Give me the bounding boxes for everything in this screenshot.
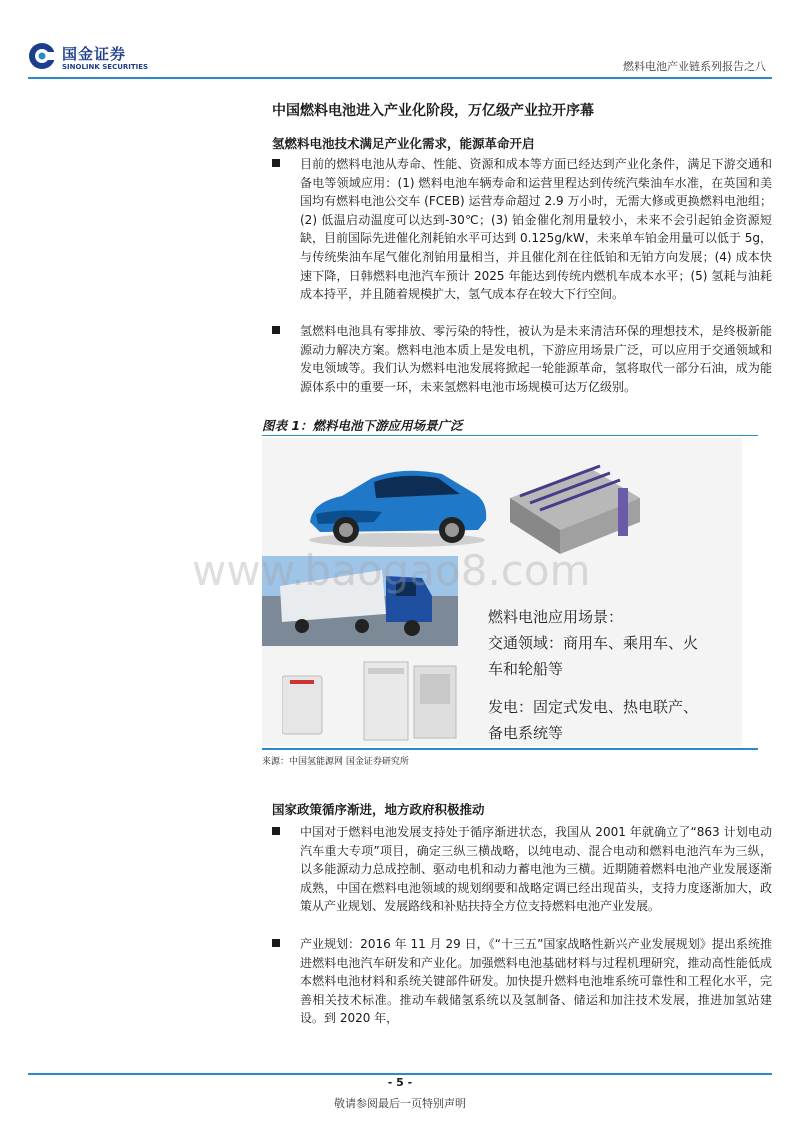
figure-title-bar [262,414,758,436]
sinolink-logo-icon [28,42,56,70]
figure-image [192,438,742,746]
header-divider [28,77,772,79]
bullet-icon [272,326,280,334]
page-number: - 5 - [387,1076,413,1089]
company-name-cn: 国金证券 [62,45,127,63]
figure-source: 来源：中国氢能源网 国金证券研究所 [262,757,409,767]
page-header [0,0,800,80]
figure-caption-line: 交通领域：商用车、乘用车、火 [488,634,699,652]
fuel-cell-stack-image [500,458,650,558]
report-series-title: 燃料电池产业链系列报告之八 [623,60,766,73]
figure-title-rule [262,435,758,437]
figure-caption-line: 车和轮船等 [488,660,564,678]
watermark: www.baogao8.com [192,546,591,595]
section-title: 中国燃料电池进入产业化阶段，万亿级产业拉开序幕 [272,103,594,119]
paragraph-text: 目前的燃料电池从寿命、性能、资源和成本等方面已经达到产业化条件，满足下游交通和备电等领域应用：(1) 燃料电池车辆寿命和运营里程达到传统汽柴油车水准，在英国和美国均有燃料电池公交车 (FCEB) 运营寿命超过 2.9 万小时，无需大修或更换燃料电池组；(2) 低温启动温度可以达到-30℃；(3) 铂金催化剂用量较小，未来不会引起铂金资源短缺，目前国际先进催化剂耗铂水平可达到 0.125g/kW，未来单车铂金用量可以低于 5g，与传统柴油车尾气催化剂铂用量相当，并且催化剂在往低铂和无铂方向发展；(4) 成本快速下降，日韩燃料电池汽车预计 2025 年能达到传统内燃机车成本水平；(5) 氢耗与油耗成本持平，并且随着规模扩大，氢气成本存在较大下行空间。 [300,157,772,302]
bullet-icon [272,159,280,167]
figure-caption-line: 发电：固定式发电、热电联产、 [488,698,699,716]
figure-caption-line: 燃料电池应用场景： [488,608,624,626]
footer-disclaimer: 敬请参阅最后一页特别声明 [334,1097,466,1110]
company-name-en: SINOLINK SECURITIES [62,63,149,71]
bullet-icon [272,939,280,947]
footer-divider [28,1073,772,1075]
subsection-title: 氢燃料电池技术满足产业化需求，能源革命开启 [272,136,535,151]
paragraph-text: 氢燃料电池具有零排放、零污染的特性，被认为是未来清洁环保的理想技术，是终极新能源动力解决方案。燃料电池本质上是发电机，下游应用场景广泛，可以应用于交通领域和发电领域等。我们认为燃料电池发展将掀起一轮能源革命，氢将取代一部分石油，成为能源体系中的重要一环，未来氢燃料电池市场规模可达万亿级别。 [300,324,772,394]
list-item [272,322,772,396]
company-logo [28,42,158,76]
list-item [272,155,772,304]
subsection-title: 国家政策循序渐进，地方政府积极推动 [272,802,485,817]
figure-bottom-rule [262,748,758,750]
bullet-icon [272,827,280,835]
list-item [272,935,772,1028]
paragraph-text: 产业规划：2016 年 11 月 29 日，《“十三五”国家战略性新兴产业发展规划》提出系统推进燃料电池汽车研发和产业化。加强燃料电池基础材料与过程机理研究，推动高性能低成本燃料电池材料和系统关键部件研发。加快提升燃料电池堆系统可靠性和工程化水平，完善相关技术标准。推动车载储氢系统以及氢制备、储运和加注技术发展，推进加氢站建设。到 2020 年， [300,937,772,1026]
figure-caption-line: 备电系统等 [488,724,564,742]
list-item [272,823,772,916]
paragraph-text: 中国对于燃料电池发展支持处于循序渐进状态，我国从 2001 年就确立了“863 计划电动汽车重大专项”项目，确定三纵三横战略，以纯电动、混合电动和燃料电池汽车为三纵，以多能源动力总成控制、驱动电机和动力蓄电池为三横。近期随着燃料电池产业发展逐渐成熟，中国在燃料电池领域的规划纲要和战略定调已经出现苗头，支持力度逐渐加大，政策从产业规划、发展路线和补贴扶持全方位支持燃料电池产业发展。 [300,825,772,914]
stationary-power-unit-image [282,656,462,742]
fuel-cell-car-image [302,452,492,552]
figure-title: 图表 1：燃料电池下游应用场景广泛 [262,418,463,433]
